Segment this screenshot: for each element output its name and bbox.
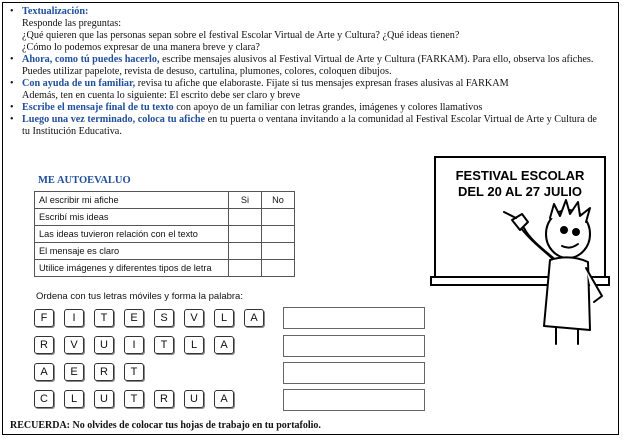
answer-box[interactable] [283,362,425,384]
recuerda-note: RECUERDA: No olvides de colocar tus hojas de trabajo en tu portafolio. [10,420,321,431]
table-cell: El mensaje es claro [35,243,229,260]
list-item [10,54,606,78]
letter-tile[interactable]: T [154,336,174,354]
letter-tile[interactable]: T [124,363,144,381]
list-item [10,114,606,138]
letter-tile[interactable]: A [214,390,234,408]
answer-box[interactable] [283,335,425,357]
child-drawing-icon [498,196,608,346]
letter-tile[interactable]: L [214,309,234,327]
item-text: con apoyo de un familiar con letras grandes, imágenes y colores llamativos [173,102,483,113]
item-line: ¿Cómo lo podemos expresar de una manera breve y clara? [22,42,260,53]
si-checkbox-cell[interactable] [229,243,262,260]
no-checkbox-cell[interactable] [262,209,295,226]
item-heading: Ahora, como tú puedes hacerlo, [22,54,160,65]
table-cell: Escribí mis ideas [35,209,229,226]
table-cell: Las ideas tuvieron relación con el texto [35,226,229,243]
no-checkbox-cell[interactable] [262,226,295,243]
no-checkbox-cell[interactable] [262,260,295,277]
letter-tile[interactable]: U [94,336,114,354]
letter-tile[interactable]: R [94,363,114,381]
letter-tile[interactable]: A [214,336,234,354]
board-line-2: DEL 20 AL 27 JULIO [457,184,583,199]
table-header: Si [229,192,262,209]
letter-tile[interactable]: T [94,309,114,327]
item-heading: Escribe el mensaje final de tu texto [22,102,174,113]
item-text: en tu puerta o ventana invitando a la comunidad al Festival Escolar Virtual de Arte y Cultura de tu Institución Educativa. [22,114,597,137]
bullet-icon: • [10,78,14,89]
table-cell: Utilice imágenes y diferentes tipos de letra [35,260,229,277]
list-item [10,102,606,114]
table-row [35,260,295,277]
letter-tile[interactable]: L [64,390,84,408]
letter-tile[interactable]: R [154,390,174,408]
ordena-instruction: Ordena con tus letras móviles y forma la palabra: [36,291,243,302]
letter-tile[interactable]: T [124,390,144,408]
letter-tile[interactable]: A [34,363,54,381]
letter-tile[interactable]: L [184,336,204,354]
item-line: Responde las preguntas: [22,18,122,29]
item-heading: Con ayuda de un familiar, [22,78,136,89]
autoevaluo-table [34,191,295,277]
bullet-icon: • [10,114,14,125]
table-row [35,226,295,243]
item-heading: Textualización: [22,6,89,17]
letter-tile[interactable]: F [34,309,54,327]
table-row [35,243,295,260]
letter-tile[interactable]: S [154,309,174,327]
si-checkbox-cell[interactable] [229,260,262,277]
letter-tile[interactable]: V [64,336,84,354]
item-line: ¿Qué quieren que las personas sepan sobre el festival Escolar Virtual de Arte y Cultura? ¿Qué ideas tienen? [22,30,460,41]
list-item [10,6,606,54]
answer-box[interactable] [283,389,425,411]
table-header: No [262,192,295,209]
board-line-1: FESTIVAL ESCOLAR [455,168,585,183]
item-text: escribe mensajes alusivos al Festival Virtual de Arte y Cultura (FARKAM). Para ello, observa los afiches. Puedes utilizar papelote, revista de desuso, cartulina, plumones, colores, coloquen dibujos. [22,54,594,77]
si-checkbox-cell[interactable] [229,209,262,226]
letter-tile[interactable]: R [34,336,54,354]
letter-tile[interactable]: U [94,390,114,408]
autoevaluo-title: ME AUTOEVALUO [38,175,131,186]
letter-tile[interactable]: E [64,363,84,381]
bullet-icon: • [10,6,14,17]
letter-tile[interactable]: I [64,309,84,327]
answer-box[interactable] [283,307,425,329]
item-text: revisa tu afiche que elaboraste. Fíjate si tus mensajes expresan frases alusivas al FARKAM [135,78,509,89]
table-header: Al escribir mi afiche [35,192,229,209]
letter-tile[interactable]: I [124,336,144,354]
si-checkbox-cell[interactable] [229,226,262,243]
letter-tile[interactable]: V [184,309,204,327]
instructions-list [10,6,606,138]
letter-tile[interactable]: A [244,309,264,327]
letter-tile[interactable]: C [34,390,54,408]
item-line: Además, ten en cuenta lo siguiente: El escrito debe ser claro y breve [22,90,301,101]
bullet-icon: • [10,102,14,113]
item-heading: Luego una vez terminado, coloca tu afiche [22,114,206,125]
list-item [10,78,606,102]
letter-tile[interactable]: U [184,390,204,408]
table-header-row [35,192,295,209]
table-row [35,209,295,226]
no-checkbox-cell[interactable] [262,243,295,260]
bullet-icon: • [10,54,14,65]
letter-tile[interactable]: E [124,309,144,327]
